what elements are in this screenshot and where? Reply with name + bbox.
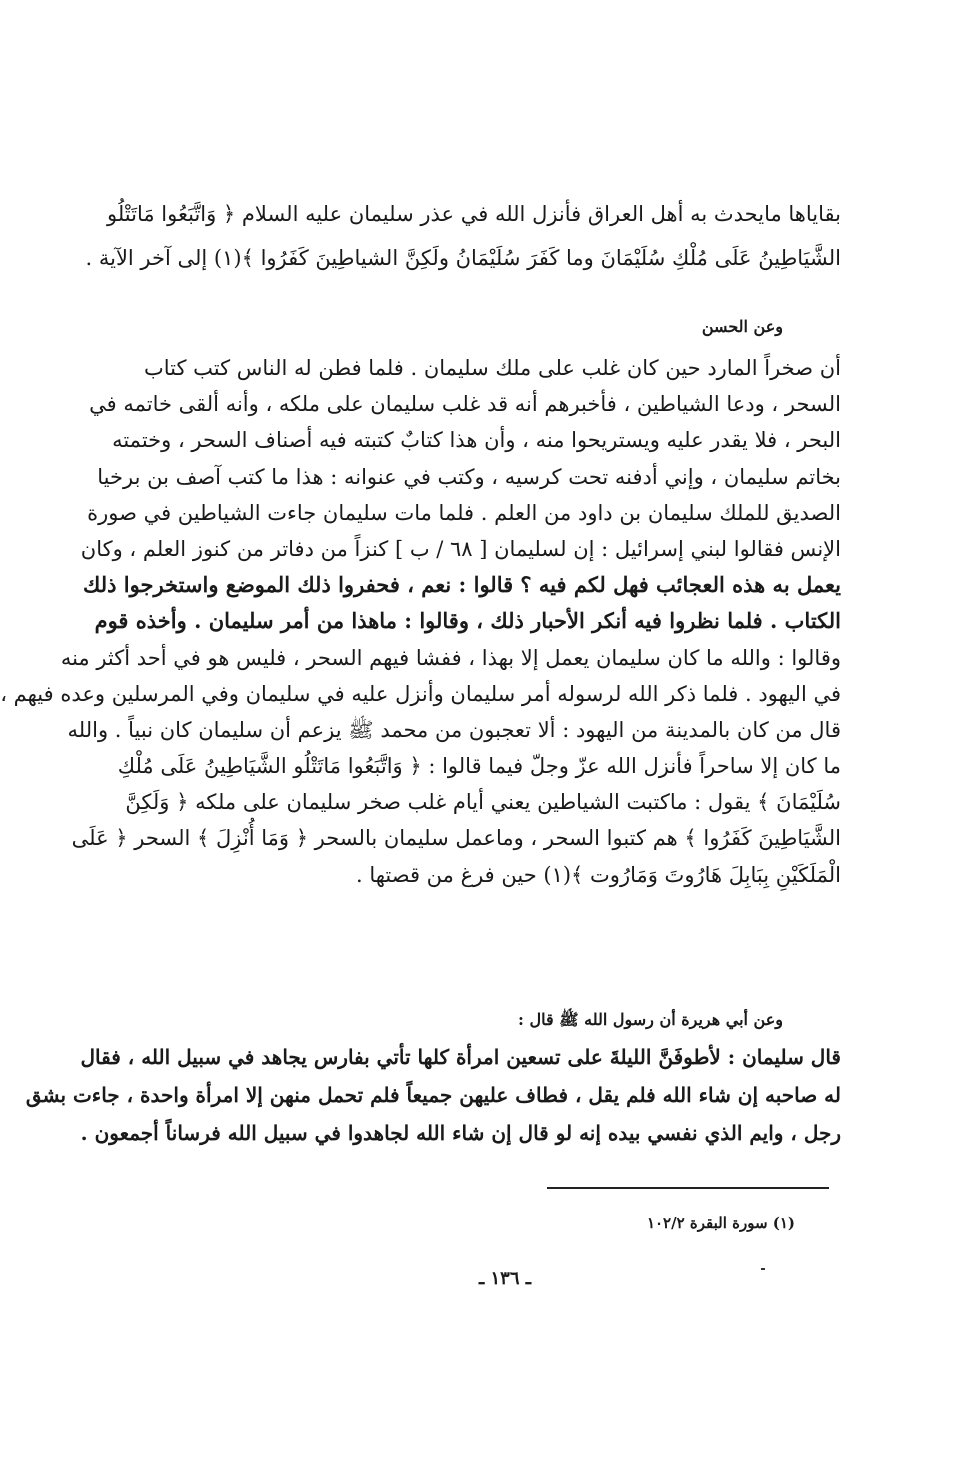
text-line: سُلَيْمَانَ ﴾ يقول : ماكتبت الشياطين يعني أيام غلب صخر سليمان على ملكه ﴿ وَلَكِنَّ xyxy=(125,790,841,815)
text-line: الْمَلَكَيْنِ بِبَابِلَ هَارُوتَ وَمَارُوت ﴾(١) حين فرغ من قصتها . xyxy=(355,862,841,887)
text-line: الإنس فقالوا لبني إسرائيل : إن لسليمان [ ٦٨ / ب ] كنزاً من دفاتر من كنوز العلم ، وكان xyxy=(80,536,841,561)
paragraph-opening xyxy=(85,192,841,280)
text-line: قال سليمان : لأطوفَنَّ الليلةَ على تسعين امرأة كلها تأتي بفارس يجاهد في سبيل الله ، فقال xyxy=(80,1045,841,1069)
text-line: يعمل به هذه العجائب فهل لكم فيه ؟ قالوا : نعم ، فحفروا ذلك الموضع واستخرجوا ذلك xyxy=(83,572,841,598)
text-line: الكتاب . فلما نظروا فيه أنكر الأحبار ذلك ، وقالوا : ماهذا من أمر سليمان . وأخذه قوم xyxy=(94,608,841,634)
text-line: له صاحبه إن شاء الله فلم يقل ، فطاف عليهن جميعاً فلم تحمل منهن إلا امرأة واحدة ، جاءت بشق xyxy=(25,1083,841,1107)
text-line: الشَّيَاطِينُ عَلَى مُلْكِ سُلَيْمَانَ وما كَفَرَ سُلَيْمَانُ ولَكِنَّ الشياطِينَ كَفَرُوا ﴾(١) إلى آخر الآية . xyxy=(85,246,841,270)
scan-speck xyxy=(761,1268,765,1270)
text-line: البحر ، فلا يقدر عليه ويستريحوا منه ، وأن هذا كتابٌ كتبته فيه أصناف السحر ، وختمته xyxy=(112,428,841,453)
text-line: ما كان إلا ساحراً فأنزل الله عزّ وجلّ فيما قالوا : ﴿ وَاتَّبَعُوا مَاتَتْلُو الشَّيَاطِينُ عَلَى مُلْكِ xyxy=(117,754,841,779)
footnote-divider xyxy=(547,1187,829,1189)
text-line: قال من كان بالمدينة من اليهود : ألا تعجبون من محمد ﷺ يزعم أن سليمان كان نبياً . والله xyxy=(67,717,841,742)
text-line: وقالوا : والله ما كان سليمان يعمل إلا بهذا ، ففشا فيهم السحر ، فليس هو في أحد أكثر منه xyxy=(60,645,841,670)
text-line: في اليهود . فلما ذكر الله لرسوله أمر سليمان وأنزل عليه في سليمان وفي المرسلين وعده فيهم ، xyxy=(0,681,841,706)
text-line: بقاياها مايحدث به أهل العراق فأنزل الله في عذر سليمان عليه السلام ﴿ وَاتَّبَعُوا مَاتَتْلُو xyxy=(106,202,841,226)
text-line: بخاتم سليمان ، وإني أدفنه تحت كرسيه ، وكتب في عنوانه : هذا ما كتب آصف بن برخيا xyxy=(97,464,841,489)
footnote: (١) سورة البقرة ١٠٢/٢ xyxy=(646,1214,795,1232)
text-line: رجل ، وايم الذي نفسي بيده إنه لو قال إن شاء الله لجاهدوا في سبيل الله فرساناً أجمعون . xyxy=(80,1121,841,1145)
text-line: أن صخراً المارد حين كان غلب على ملك سليمان . فلما فطن له الناس كتب كتاب xyxy=(143,356,841,380)
page-number: ـ ١٣٦ ـ xyxy=(478,1268,532,1289)
paragraph-hasan xyxy=(0,350,841,893)
paragraph-abu-hurayra xyxy=(25,1038,841,1152)
text-line: السحر ، ودعا الشياطين ، فأخبرهم أنه قد غلب سليمان على ملكه ، وأنه ألقى خاتمه في xyxy=(89,392,841,417)
text-line: الصديق للملك سليمان بن داود من العلم . فلما مات سليمان جاءت الشياطين في صورة xyxy=(87,500,841,525)
section-heading-hasan: وعن الحسن xyxy=(701,317,783,336)
text-line: الشَّيَاطِينَ كَفَرُوا ﴾ هم كتبوا السحر ، وماعمل سليمان بالسحر ﴿ وَمَا أُنْزِلَ ﴾ السحر ﴿ عَلَى xyxy=(71,826,841,851)
section-heading-abu-hurayra: وعن أبي هريرة أن رسول الله ﷺ قال : xyxy=(518,1010,783,1029)
